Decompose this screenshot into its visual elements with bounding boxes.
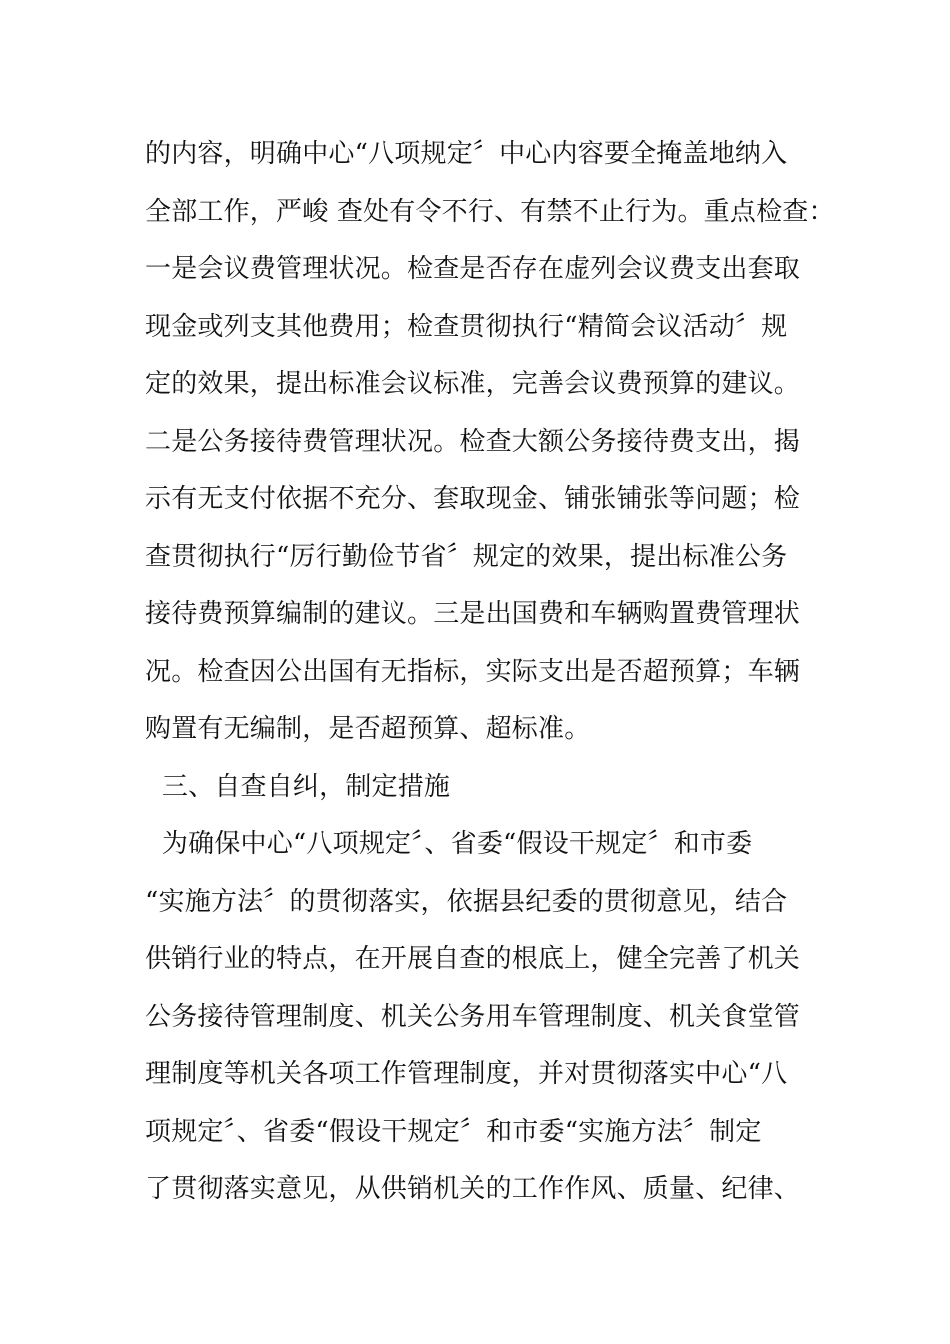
text-line: 二是公务接待费管理状况。检查大额公务接待费支出，揭 (145, 426, 801, 457)
text-line: “实施方法〞的贯彻落实，依据县纪委的贯彻意见，结合 (145, 886, 788, 917)
text-line: 示有无支付依据不充分、套取现金、铺张铺张等问题；检 (145, 484, 801, 514)
text-line: 定的效果，提出标准会议标准，完善会议费预算的建议。 (145, 369, 801, 399)
text-line: 的内容，明确中心“八项规定〞中心内容要全掩盖地纳入 (145, 139, 788, 169)
text-line: 供销行业的特点，在开展自查的根底上，健全完善了机关 (145, 944, 801, 974)
text-line: 理制度等机关各项工作管理制度，并对贯彻落实中心“八 (145, 1059, 788, 1089)
section-heading: 三、自查自纠，制定措施 (145, 771, 451, 802)
text-line: 为确保中心“八项规定〞、省委“假设干规定〞和市委 (145, 829, 753, 859)
text-line: 查贯彻执行“厉行勤俭节省〞规定的效果，提出标准公务 (145, 541, 788, 572)
text-line: 一是会议费管理状况。检查是否存在虚列会议费支出套取 (145, 254, 801, 284)
text-line: 全部工作，严峻 查处有令不行、有禁不止行为。重点检查： (145, 196, 835, 227)
text-line: 购置有无编制，是否超预算、超标准。 (145, 714, 591, 744)
text-line: 项规定〞、省委“假设干规定〞和市委“实施方法〞制定 (145, 1116, 762, 1147)
text-line: 况。检查因公出国有无指标，实际支出是否超预算；车辆 (145, 656, 801, 687)
text-line: 了贯彻落实意见，从供销机关的工作作风、质量、纪律、 (145, 1174, 801, 1204)
text-line: 公务接待管理制度、机关公务用车管理制度、机关食堂管 (145, 1001, 801, 1032)
text-line: 现金或列支其他费用；检查贯彻执行“精简会议活动〞规 (145, 311, 788, 342)
document-body (145, 126, 845, 1219)
text-line: 接待费预算编制的建议。三是出国费和车辆购置费管理状 (145, 599, 801, 629)
